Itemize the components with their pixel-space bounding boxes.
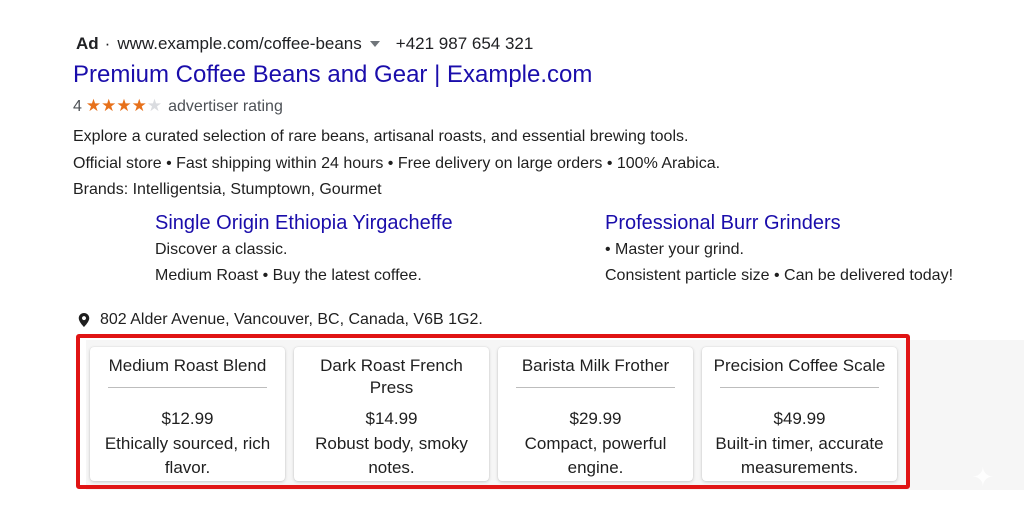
location-address: 802 Alder Avenue, Vancouver, BC, Canada, V6B 1G2. <box>100 311 483 328</box>
star-rating-icon: ★★★★★ <box>85 96 163 115</box>
sitelink-ethiopia <box>155 209 453 289</box>
description-line-1: Built-in timer, accurate <box>715 434 884 453</box>
sparkle-icon: ✦ <box>972 462 994 492</box>
rating-label: advertiser rating <box>168 98 283 115</box>
description-line-2: engine. <box>567 458 624 477</box>
sitelink-description: Consistent particle size • Can be delivered today! <box>605 267 954 284</box>
ad-headline-link[interactable]: Premium Coffee Beans and Gear | Example.com <box>73 61 593 88</box>
sitelink-title[interactable]: Single Origin Ethiopia Yirgacheffe <box>155 212 453 234</box>
description-line-2: flavor. <box>164 458 211 477</box>
sitelink-description: Discover a classic. <box>155 241 288 258</box>
separator-dot: · <box>104 34 111 53</box>
advertiser-rating <box>73 96 283 116</box>
sitelink-title[interactable]: Professional Burr Grinders <box>605 212 841 234</box>
description-line: Official store • Fast shipping within 24 hours • Free delivery on large orders • 100% Arabica. <box>73 154 721 172</box>
description-line: Brands: Intelligentsia, Stumptown, Gourmet <box>73 181 382 198</box>
ad-description <box>73 124 720 204</box>
product-price: $12.99 <box>161 409 214 428</box>
map-pin-icon <box>78 313 90 327</box>
title-line-2: Press <box>369 378 414 397</box>
description-line-1: Ethically sourced, rich <box>104 434 271 453</box>
description-line-2: measurements. <box>740 458 859 477</box>
location-extension[interactable] <box>78 311 483 329</box>
description-line: Explore a curated selection of rare beans, artisanal roasts, and essential brewing tools. <box>73 128 689 145</box>
dropdown-caret-icon[interactable] <box>370 41 380 47</box>
product-price: $14.99 <box>365 409 418 428</box>
sitelink-description: Medium Roast • Buy the latest coffee. <box>155 267 422 284</box>
description-line-1: Robust body, smoky <box>315 434 468 453</box>
display-url[interactable]: www.example.com/coffee-beans <box>117 34 362 53</box>
highlight-annotation-box <box>76 334 910 489</box>
sitelink-grinders <box>605 209 953 289</box>
phone-number[interactable]: +421 987 654 321 <box>395 34 534 53</box>
ad-header <box>76 34 533 54</box>
title-line-1: Dark Roast French <box>320 356 463 375</box>
description-line-2: notes. <box>368 458 415 477</box>
product-title: Precision Coffee Scale <box>713 356 886 375</box>
description-line-1: Compact, powerful <box>524 434 667 453</box>
product-price: $49.99 <box>773 409 826 428</box>
product-price: $29.99 <box>569 409 622 428</box>
sitelink-description: • Master your grind. <box>605 241 744 258</box>
rating-value: 4 <box>73 98 82 115</box>
product-title: Barista Milk Frother <box>521 356 670 375</box>
ad-label: Ad <box>76 34 99 53</box>
product-title: Medium Roast Blend <box>108 356 267 375</box>
